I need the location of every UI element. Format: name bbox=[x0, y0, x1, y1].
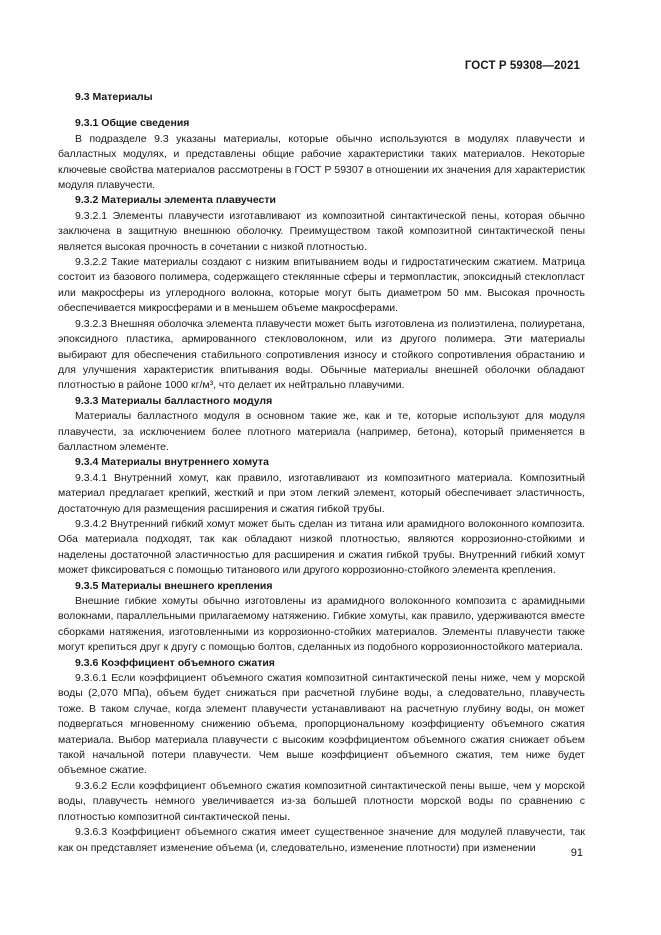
paragraph: 9.3.4.2 Внутренний гибкий хомут может быть сделан из титана или арамидного волоконного композита. Оба материала подходят, так как обладают низкой плотностью, являются коррозионно-стойкими и наделены достаточной эластичностью для расширения и сжатия гибкой трубы. Внутренний гибкий хомут может фиксироваться с помощью титанового или другого коррозионно-стойкого элемента крепления. bbox=[58, 517, 585, 577]
paragraph: Материалы балластного модуля в основном такие же, как и те, которые используют для модуля плавучести, за исключением более плотного материала (например, бетона), который применяется в балластном элементе. bbox=[58, 410, 585, 453]
paragraph: В подразделе 9.3 указаны материалы, которые обычно используются в модулях плавучести и балластных модулях, и представлены общие рабочие характеристики таких материалов. Некоторые ключевые свойства материалов рассмотрены в ГОСТ Р 59307 в отношении их значения для характеристик модуля плавучести. bbox=[58, 132, 585, 192]
section-heading-9-3-5: 9.3.5 Материалы внешнего крепления bbox=[75, 579, 273, 592]
paragraph: 9.3.4.1 Внутренний хомут, как правило, изготавливают из композитного материала. Композитный материал предлагает крепкий, жесткий и при этом легкий элемент, который обеспечивает эластичность, достаточную для размещения расширения и сжатия гибкой трубы. bbox=[58, 471, 585, 515]
page-number: 91 bbox=[570, 847, 583, 859]
section-heading-9-3-4: 9.3.4 Материалы внутреннего хомута bbox=[75, 456, 269, 469]
main-text bbox=[58, 90, 585, 856]
paragraph: Внешние гибкие хомуты обычно изготовлены из арамидного волоконного композита с арамидными волокнами, параллельными прилагаемому натяжению. Гибкие хомуты, как правило, удерживаются вместе сборками натяжения, изготовленными из коррозионно-стойких материалов. Элементы плавучести также могут крепиться друг к другу с помощью болтов, сделанных из подобного коррозионностойкого материала. bbox=[58, 595, 585, 654]
section-heading-9-3: 9.3 Материалы bbox=[75, 91, 153, 103]
section-heading-9-3-1: 9.3.1 Общие сведения bbox=[75, 117, 190, 130]
paragraph: 9.3.6.3 Коэффициент объемного сжатия имеет существенное значение для модулей плавучести, так как он представляет изменение объема (и, следовательно, изменение плотности) при изменении bbox=[58, 826, 585, 854]
paragraph: 9.3.2.1 Элементы плавучести изготавливают из композитной синтактической пены, которая обычно заключена в защитную внешнюю оболочку. Преимуществом такой композитной синтактической пены является высокая прочность в сочетании с низкой плотностью. bbox=[58, 209, 585, 253]
paragraph: 9.3.2.3 Внешняя оболочка элемента плавучести может быть изготовлена из полиэтилена, полиуретана, эпоксидного пластика, армированного стекловолокном, или из другого полимера. Эти материалы выбирают для обеспечения стабильного сопротивления износу и стойкого сопротивления обрастанию и для улучшения характеристик впитывания воды. Обычные материалы внешней оболочки обладают плотностью в районе 1000 кг/м³, что делает их нейтрально плавучими. bbox=[58, 317, 585, 392]
paragraph: 9.3.6.2 Если коэффициент объемного сжатия композитной синтактической пены выше, чем у морской воды, плавучесть немного увеличивается из-за большей плотности морской воды по сравнению с плотностью композитной синтактической пены. bbox=[58, 779, 585, 823]
section-heading-9-3-2: 9.3.2 Материалы элемента плавучести bbox=[75, 194, 276, 207]
paragraph: 9.3.2.2 Такие материалы создают с низким впитыванием воды и гидростатическим сжатием. Матрица состоит из базового полимера, содержащего стеклянные сферы и термопластик, эпоксидный стеклопласт или макросферы из углеродного волокна, которые могут быть диаметром 50 мм. Высокая прочность обеспечивается микросферами и в меньшем объеме макросферами. bbox=[58, 256, 585, 315]
section-heading-9-3-6: 9.3.6 Коэффициент объемного сжатия bbox=[75, 656, 275, 669]
paragraph: 9.3.6.1 Если коэффициент объемного сжатия композитной синтактической пены ниже, чем у морской воды (2,070 МПа), объем будет снижаться при расчетной глубине воды, а следовательно, плавучесть тоже. В таком случае, когда элемент плавучести устанавливают на расчетную глубину воды, он может подвергаться мгновенному снижению объема, пропорциональному коэффициенту объемного сжатия материала. Выбор материала плавучести с высоким коэффициентом объемного сжатия снижает объем такой начальной потери плавучести. Чем выше коэффициент объемного сжатия, тем ниже будет объемное сжатие. bbox=[58, 672, 585, 777]
document-id-header: ГОСТ Р 59308—2021 bbox=[464, 60, 580, 72]
section-heading-9-3-3: 9.3.3 Материалы балластного модуля bbox=[75, 394, 273, 407]
